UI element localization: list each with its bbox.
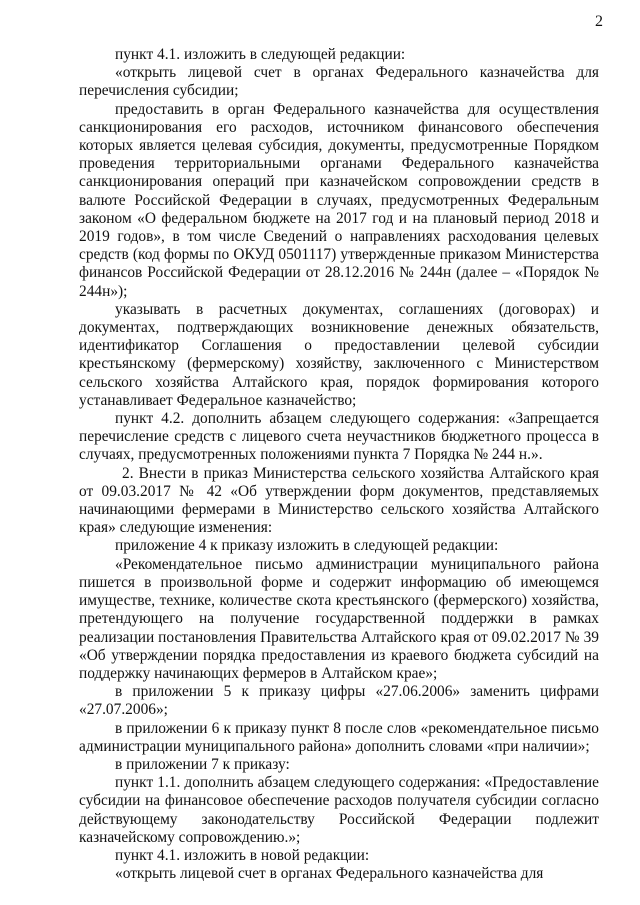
paragraph: приложение 4 к приказу изложить в следующей редакции: bbox=[115, 537, 499, 555]
page-number: 2 bbox=[595, 13, 603, 30]
paragraph: указывать в расчетных документах, соглашениях (договорах) и документах, подтверждающих возникновение денежных обязательств, идентификатор Соглашения о предоставлении целевой субсидии крестьянскому (фермерскому) хозяйству, заключенного с Министерством сельского хозяйства Алтайского края, порядок формирования которого устанавливает Федеральное казначейство; bbox=[79, 300, 599, 409]
paragraph: в приложении 7 к приказу: bbox=[115, 755, 290, 773]
paragraph: пункт 4.1. изложить в новой редакции: bbox=[115, 846, 370, 864]
paragraph: предоставить в орган Федерального казначейства для осуществления санкционирования его расходов, источником финансового обеспечения которых является целевая субсидия, документы, предусмотренные Порядком проведения территориальными органами Федерального казначейства санкционирования операций при казначейском сопровождении средств в валюте Российской Федерации в случаях, предусмотренных Федеральным законом «О федеральном бюджете на 2017 год и на плановый период 2018 и 2019 годов», в том числе Сведений о направлениях расходования целевых средств (код формы по ОКУД 0501117) утвержденные приказом Министерства финансов Российской Федерации от 28.12.2016 № 244н (далее – «Порядок № 244н»); bbox=[79, 100, 599, 300]
paragraph: пункт 4.1. изложить в следующей редакции: bbox=[115, 46, 406, 63]
paragraph: пункт 1.1. дополнить абзацем следующего содержания: «Предоставление субсидии на финансовое обеспечение расходов получателя субсидии согласно действующему законодательству Российской Федерации подлежит казначейскому сопровождению.»; bbox=[79, 774, 599, 846]
paragraph: пункт 4.2. дополнить абзацем следующего содержания: «Запрещается перечисление средств с лицевого счета неучастников бюджетного процесса в случаях, предусмотренных положениями пункта 7 Порядка № 244 н.». bbox=[79, 410, 599, 464]
paragraph: в приложении 6 к приказу пункт 8 после слов «рекомендательное письмо администрации муниципального района» дополнить словами «при наличии»; bbox=[79, 719, 599, 755]
paragraph: в приложении 5 к приказу цифры «27.06.2006» заменить цифрами «27.07.2006»; bbox=[79, 683, 599, 719]
paragraph: «открыть лицевой счет в органах Федерального казначейства для bbox=[115, 865, 544, 883]
paragraph: 2. Внести в приказ Министерства сельского хозяйства Алтайского края от 09.03.2017 № 42 «Об утверждении форм документов, представляемых начинающими фермерами в Министерство сельского хозяйства Алтайского края» следующие изменения: bbox=[79, 464, 599, 537]
paragraph: «открыть лицевой счет в органах Федерального казначейства для перечисления субсидии; bbox=[79, 64, 599, 100]
paragraph: «Рекомендательное письмо администрации муниципального района пишется в произвольной форме и содержит информацию об имеющемся имуществе, технике, количестве скота крестьянского (фермерского) хозяйства, претендующего на получение государственной поддержки в рамках реализации постановления Правительства Алтайского края от 09.02.2017 № 39 «Об утверждении порядка предоставления из краевого бюджета субсидий на поддержку начинающих фермеров в Алтайском крае»; bbox=[79, 555, 599, 682]
document-body bbox=[79, 46, 599, 883]
